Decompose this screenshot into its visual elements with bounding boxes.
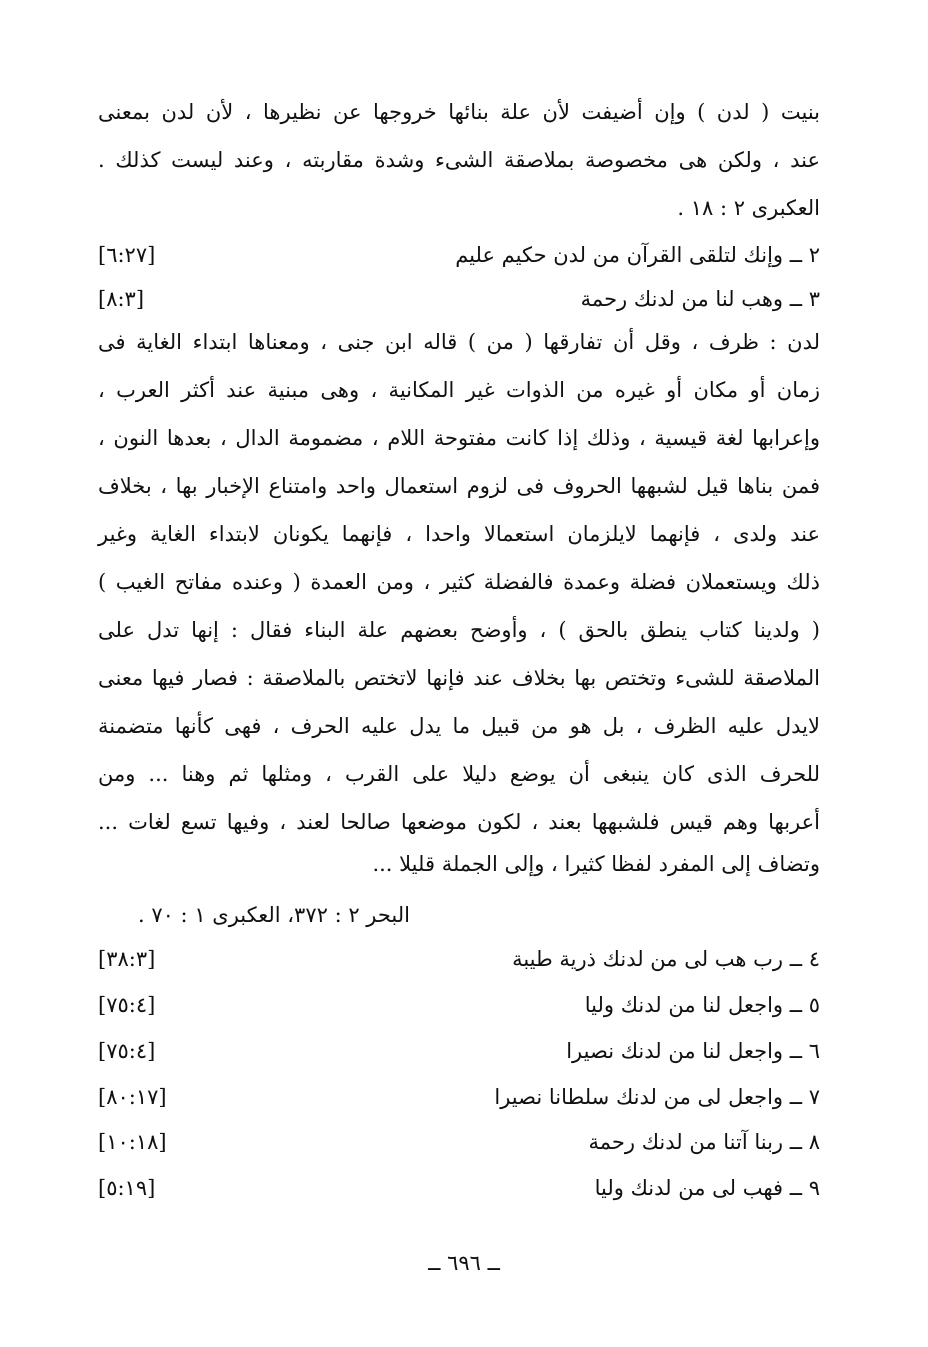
text-line: وتضاف إلى المفرد لفظا كثيرا ، وإلى الجملة قليلا ...	[372, 852, 820, 876]
verse-text: ٦ ــ واجعل لنا من لدنك نصيرا	[566, 1039, 820, 1063]
citation: البحر ٢ : ٣٧٢، العكبرى ١ : ٧٠ .	[137, 903, 410, 927]
text-line: للحرف الذى كان ينبغى أن يوضع دليلا على القرب ، ومثلها ثم وهنا ... ومن	[98, 762, 820, 786]
text-line: زمان أو مكان أو غيره من الذوات غير المكانية ، وهى مبنية عند أكثر العرب ،	[98, 378, 820, 402]
text-line: ( ولدينا كتاب ينطق بالحق ) ، وأوضح بعضهم علة البناء فقال : إنها تدل على	[98, 618, 820, 642]
text-line: أعربها وهم قيس فلشبهها بعند ، لكون موضعها صالحا لعند ، وفيها تسع لغات ...	[98, 810, 820, 834]
page-number: ــ ٦٩٦ ــ	[428, 1251, 500, 1275]
verse-reference: [٧٥:٤]	[98, 993, 156, 1017]
verse-reference: [٦:٢٧]	[98, 243, 156, 267]
citation: العكبرى ٢ : ١٨ .	[677, 196, 820, 220]
verse-reference: [١٠:١٨]	[98, 1130, 167, 1154]
verse-text: ٩ ــ فهب لى من لدنك وليا	[594, 1176, 820, 1200]
text-line: بنيت ( لدن ) وإن أضيفت لأن علة بنائها خروجها عن نظيرها ، لأن لدن بمعنى	[98, 100, 820, 124]
text-line: لدن : ظرف ، وقل أن تفارقها ( من ) قاله ابن جنى ، ومعناها ابتداء الغاية فى	[98, 330, 820, 354]
text-line: فمن بناها قيل لشبهها الحروف فى لزوم استعمال واحد وامتناع الإخبار بها ، بخلاف	[98, 474, 820, 498]
text-line: عند ولدى ، فإنهما لايلزمان استعمالا واحدا ، فإنهما يكونان لابتداء الغاية وغير	[98, 522, 820, 546]
verse-text: ٥ ــ واجعل لنا من لدنك وليا	[584, 993, 820, 1017]
text-line: الملاصقة للشىء وتختص بها بخلاف عند فإنها لاتختص بالملاصقة : فصار فيها معنى	[98, 666, 820, 690]
verse-text: ٧ ــ واجعل لى من لدنك سلطانا نصيرا	[494, 1085, 820, 1109]
verse-reference: [٨٠:١٧]	[98, 1085, 167, 1109]
text-line: عند ، ولكن هى مخصوصة بملاصقة الشىء وشدة مقاربته ، وعند ليست كذلك .	[98, 148, 820, 172]
verse-text: ٤ ــ رب هب لى من لدنك ذرية طيبة	[512, 947, 820, 971]
verse-reference: [٧٥:٤]	[98, 1039, 156, 1063]
text-line: ذلك ويستعملان فضلة وعمدة فالفضلة كثير ، ومن العمدة ( وعنده مفاتح الغيب )	[98, 570, 820, 594]
verse-reference: [٥:١٩]	[98, 1176, 156, 1200]
text-line: لايدل عليه الظرف ، بل هو من قبيل ما يدل عليه الحرف ، فهى كأنها متضمنة	[98, 714, 820, 738]
text-line: وإعرابها لغة قيسية ، وذلك إذا كانت مفتوحة اللام ، مضمومة الدال ، بعدها النون ،	[98, 426, 820, 450]
verse-reference: [٣٨:٣]	[98, 947, 156, 971]
verse-text: ٨ ــ ربنا آتنا من لدنك رحمة	[588, 1130, 820, 1154]
verse-reference: [٨:٣]	[98, 287, 145, 311]
verse-text: ٢ ــ وإنك لتلقى القرآن من لدن حكيم عليم	[455, 243, 820, 267]
verse-text: ٣ ــ وهب لنا من لدنك رحمة	[580, 287, 820, 311]
